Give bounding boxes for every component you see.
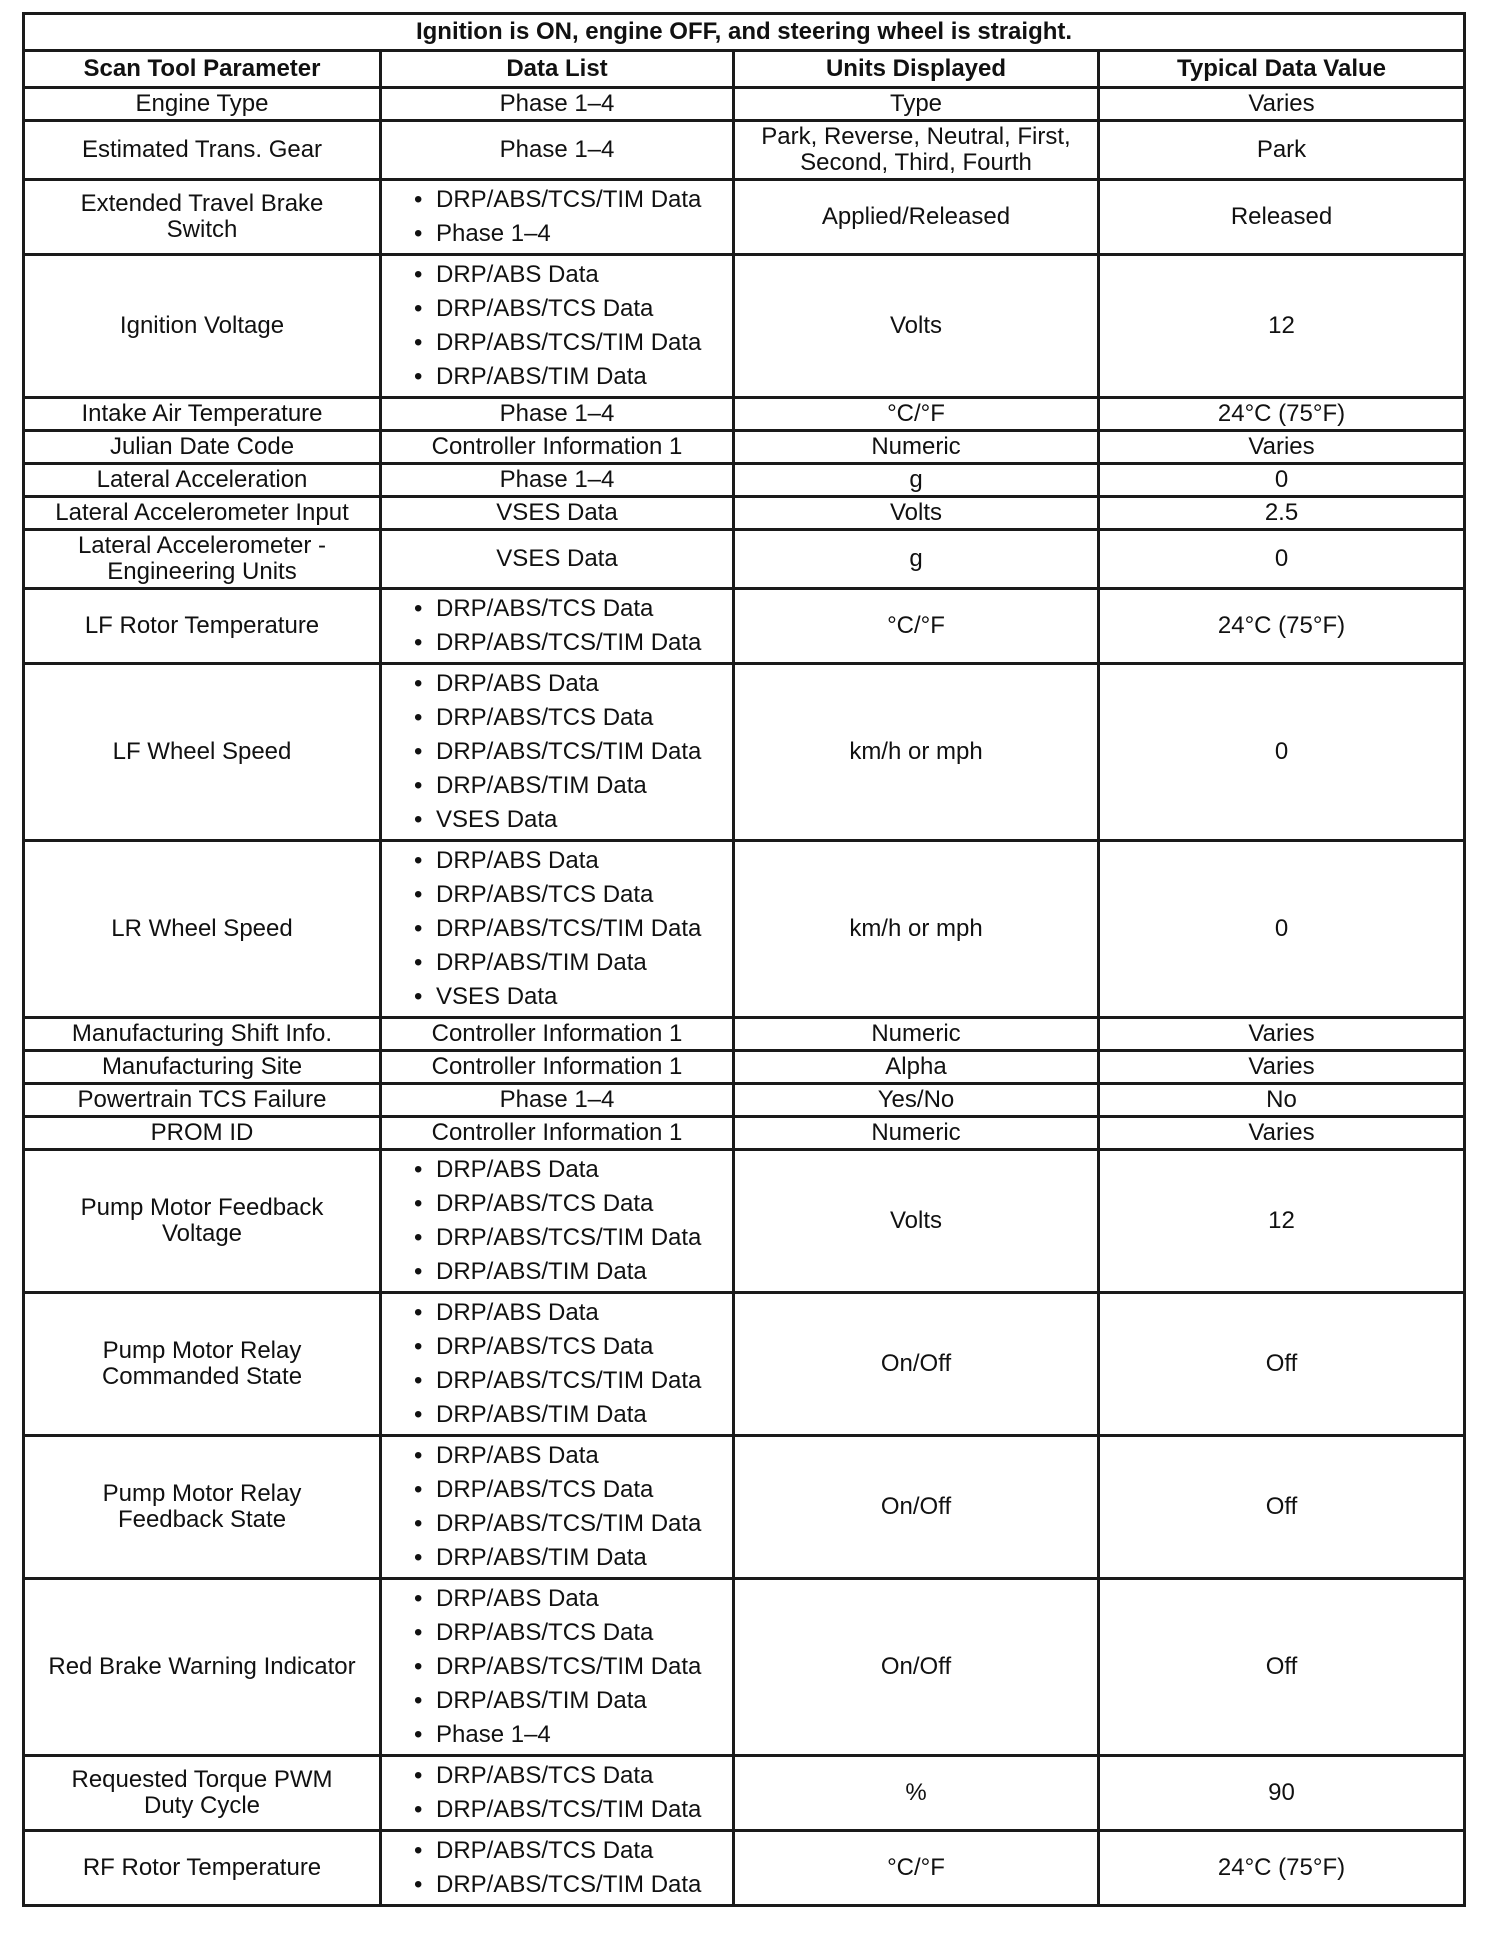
cell-units [734,121,1099,180]
cell-data-list [381,180,734,255]
cell-typical-value: 24°C (75°F) [1099,589,1465,664]
cell-parameter [24,841,381,1018]
cell-typical-value: Park [1099,121,1465,180]
parameter-line: Feedback State [117,1506,287,1533]
parameter-line: Requested Torque PWM [71,1766,333,1793]
table-row [24,121,1465,180]
data-list-bullets [410,1834,726,1902]
units-line: Type [889,90,943,117]
table-row [24,664,1465,841]
data-list-item: • DRP/ABS/TCS/TIM Data [410,1868,726,1902]
cell-units [734,589,1099,664]
cell-typical-value: 2.5 [1099,497,1465,530]
cell-units [734,180,1099,255]
table-row [24,255,1465,398]
units-line: g [909,466,923,493]
cell-units [734,1117,1099,1150]
table-row [24,1293,1465,1436]
units-line: Applied/Released [821,203,1011,230]
cell-data-list [381,1117,734,1150]
data-list-bullets [410,258,726,394]
cell-data-list [381,431,734,464]
cell-typical-value: Varies [1099,1117,1465,1150]
data-list-item: • DRP/ABS/TCS/TIM Data [410,1364,726,1398]
parameter-line: RF Rotor Temperature [82,1854,322,1881]
cell-parameter [24,1018,381,1051]
cell-data-list [381,1756,734,1831]
units-line: km/h or mph [849,738,983,765]
cell-units [734,431,1099,464]
parameter-line: Estimated Trans. Gear [81,136,323,163]
parameter-line: Pump Motor Relay [102,1480,302,1507]
table-row [24,841,1465,1018]
cell-parameter [24,1579,381,1756]
units-line: Volts [889,312,943,339]
data-list-line: Phase 1–4 [499,1086,615,1113]
cell-typical-value: 0 [1099,664,1465,841]
cell-units [734,841,1099,1018]
cell-parameter [24,1436,381,1579]
units-line: Second, Third, Fourth [800,149,1032,176]
cell-typical-value: 12 [1099,255,1465,398]
units-line: % [905,1779,927,1806]
data-list-item: • DRP/ABS/TCS/TIM Data [410,183,726,217]
parameter-line: Voltage [161,1220,243,1247]
parameter-line: Duty Cycle [143,1792,261,1819]
cell-units [734,1831,1099,1906]
data-list-item: • DRP/ABS Data [410,667,726,701]
data-list-item: • Phase 1–4 [410,217,726,251]
cell-typical-value: 0 [1099,841,1465,1018]
data-list-item: • DRP/ABS Data [410,1439,726,1473]
table-row [24,88,1465,121]
units-line: Volts [889,499,943,526]
cell-parameter [24,88,381,121]
cell-parameter [24,1831,381,1906]
data-list-item: • DRP/ABS/TCS Data [410,878,726,912]
data-list-bullets [410,1153,726,1289]
cell-units [734,1579,1099,1756]
data-list-item: • DRP/ABS/TCS/TIM Data [410,326,726,360]
parameter-line: Lateral Acceleration [96,466,308,493]
units-line: Numeric [871,1119,961,1146]
table-row [24,589,1465,664]
data-list-item: • VSES Data [410,803,726,837]
data-list-item: • DRP/ABS/TCS/TIM Data [410,1793,726,1827]
parameter-line: Intake Air Temperature [81,400,323,427]
cell-typical-value: No [1099,1084,1465,1117]
table-row [24,1756,1465,1831]
table-row [24,1051,1465,1084]
cell-units [734,1293,1099,1436]
cell-data-list [381,589,734,664]
cell-data-list [381,1436,734,1579]
cell-typical-value: Varies [1099,431,1465,464]
cell-parameter [24,255,381,398]
data-list-line: Phase 1–4 [499,466,615,493]
cell-data-list [381,464,734,497]
cell-units [734,1018,1099,1051]
cell-units [734,1756,1099,1831]
data-list-bullets [410,844,726,1014]
data-list-line: VSES Data [496,499,618,526]
data-list-item: • DRP/ABS/TCS Data [410,1759,726,1793]
table-banner-row [24,14,1465,51]
data-list-item: • DRP/ABS/TCS Data [410,1187,726,1221]
cell-units [734,497,1099,530]
parameter-line: Lateral Accelerometer - [77,532,327,559]
cell-units [734,664,1099,841]
cell-typical-value: 12 [1099,1150,1465,1293]
cell-typical-value: 24°C (75°F) [1099,1831,1465,1906]
cell-typical-value: Varies [1099,1051,1465,1084]
parameter-line: PROM ID [150,1119,254,1146]
cell-data-list [381,1293,734,1436]
cell-data-list [381,841,734,1018]
cell-data-list [381,1831,734,1906]
cell-units [734,1051,1099,1084]
data-list-bullets [410,592,726,660]
cell-parameter [24,121,381,180]
cell-typical-value: 90 [1099,1756,1465,1831]
column-header-units: Units Displayed [734,51,1099,88]
parameter-line: Lateral Accelerometer Input [55,499,349,526]
cell-data-list [381,497,734,530]
cell-units [734,255,1099,398]
data-list-item: • DRP/ABS/TCS/TIM Data [410,912,726,946]
table-row [24,1579,1465,1756]
cell-typical-value: Released [1099,180,1465,255]
table-row [24,497,1465,530]
data-list-item: • DRP/ABS/TIM Data [410,769,726,803]
units-line: Alpha [885,1053,947,1080]
table-row [24,1117,1465,1150]
cell-parameter [24,530,381,589]
data-list-bullets [410,1582,726,1752]
units-line: On/Off [880,1653,952,1680]
cell-typical-value: Off [1099,1436,1465,1579]
data-list-item: • DRP/ABS/TCS Data [410,701,726,735]
parameter-line: Engineering Units [107,558,297,585]
scan-tool-data-table-container [22,12,1463,1907]
data-list-item: • DRP/ABS Data [410,258,726,292]
data-list-item: • DRP/ABS/TCS/TIM Data [410,1221,726,1255]
cell-typical-value: Off [1099,1579,1465,1756]
cell-units [734,1150,1099,1293]
cell-data-list [381,1150,734,1293]
table-row [24,398,1465,431]
data-list-line: Phase 1–4 [499,136,615,163]
units-line: Numeric [871,1020,961,1047]
column-header-parameter: Scan Tool Parameter [24,51,381,88]
data-list-line: Phase 1–4 [499,90,615,117]
cell-parameter [24,664,381,841]
scan-tool-data-table [22,12,1466,1907]
cell-data-list [381,530,734,589]
data-list-item: • DRP/ABS/TIM Data [410,946,726,980]
cell-parameter [24,398,381,431]
cell-parameter [24,1293,381,1436]
data-list-bullets [410,1759,726,1827]
cell-data-list [381,1051,734,1084]
cell-parameter [24,497,381,530]
parameter-line: LF Rotor Temperature [84,612,320,639]
data-list-item: • DRP/ABS/TCS/TIM Data [410,1650,726,1684]
units-line: km/h or mph [849,915,983,942]
data-list-item: • DRP/ABS/TCS Data [410,292,726,326]
parameter-line: Extended Travel Brake [80,190,324,217]
cell-typical-value: 24°C (75°F) [1099,398,1465,431]
parameter-line: LF Wheel Speed [112,738,292,765]
data-list-item: • Phase 1–4 [410,1718,726,1752]
parameter-line: Switch [166,216,238,243]
data-list-bullets [410,1296,726,1432]
table-banner: Ignition is ON, engine OFF, and steering wheel is straight. [24,14,1465,51]
parameter-line: Engine Type [135,90,269,117]
table-row [24,1436,1465,1579]
data-list-item: • DRP/ABS/TIM Data [410,1684,726,1718]
data-list-item: • DRP/ABS/TCS Data [410,1834,726,1868]
units-line: On/Off [880,1350,952,1377]
cell-units [734,88,1099,121]
table-row [24,530,1465,589]
table-row [24,1018,1465,1051]
column-header-data-list: Data List [381,51,734,88]
cell-typical-value: Varies [1099,1018,1465,1051]
cell-parameter [24,180,381,255]
parameter-line: Commanded State [101,1363,303,1390]
units-line: Park, Reverse, Neutral, First, [761,123,1071,150]
cell-units [734,1084,1099,1117]
data-list-line: Controller Information 1 [431,1020,683,1047]
data-list-item: • DRP/ABS/TIM Data [410,1255,726,1289]
cell-typical-value: Varies [1099,88,1465,121]
parameter-line: LR Wheel Speed [111,915,293,942]
cell-parameter [24,1084,381,1117]
units-line: °C/°F [887,400,945,427]
units-line: On/Off [880,1493,952,1520]
data-list-item: • DRP/ABS/TCS/TIM Data [410,1507,726,1541]
cell-parameter [24,1150,381,1293]
parameter-line: Ignition Voltage [119,312,285,339]
data-list-item: • DRP/ABS/TCS Data [410,1473,726,1507]
cell-parameter [24,1051,381,1084]
data-list-item: • DRP/ABS Data [410,1153,726,1187]
cell-typical-value: 0 [1099,530,1465,589]
column-header-row [24,51,1465,88]
cell-data-list [381,398,734,431]
data-list-bullets [410,667,726,837]
table-row [24,1831,1465,1906]
parameter-line: Pump Motor Feedback [80,1194,324,1221]
parameter-line: Julian Date Code [109,433,295,460]
units-line: Volts [889,1207,943,1234]
cell-data-list [381,664,734,841]
data-list-item: • DRP/ABS Data [410,1296,726,1330]
data-list-line: Controller Information 1 [431,433,683,460]
data-list-item: • DRP/ABS/TCS Data [410,592,726,626]
data-list-line: Phase 1–4 [499,400,615,427]
cell-units [734,530,1099,589]
data-list-item: • DRP/ABS/TCS/TIM Data [410,626,726,660]
table-row [24,431,1465,464]
data-list-item: • DRP/ABS/TIM Data [410,1398,726,1432]
cell-units [734,398,1099,431]
units-line: g [909,545,923,572]
cell-parameter [24,464,381,497]
cell-typical-value: 0 [1099,464,1465,497]
data-list-item: • DRP/ABS/TCS Data [410,1330,726,1364]
data-list-line: VSES Data [496,545,618,572]
data-list-bullets [410,183,726,251]
data-list-item: • DRP/ABS/TIM Data [410,360,726,394]
cell-typical-value: Off [1099,1293,1465,1436]
cell-units [734,1436,1099,1579]
cell-data-list [381,88,734,121]
data-list-item: • DRP/ABS/TCS Data [410,1616,726,1650]
cell-parameter [24,1756,381,1831]
units-line: Numeric [871,433,961,460]
table-row [24,180,1465,255]
data-list-line: Controller Information 1 [431,1053,683,1080]
data-list-item: • VSES Data [410,980,726,1014]
cell-parameter [24,431,381,464]
parameter-line: Red Brake Warning Indicator [48,1653,356,1680]
table-body [24,88,1465,1906]
table-row [24,464,1465,497]
column-header-typical-value: Typical Data Value [1099,51,1465,88]
data-list-line: Controller Information 1 [431,1119,683,1146]
cell-data-list [381,1579,734,1756]
cell-data-list [381,255,734,398]
cell-units [734,464,1099,497]
table-row [24,1084,1465,1117]
parameter-line: Pump Motor Relay [102,1337,302,1364]
data-list-item: • DRP/ABS Data [410,844,726,878]
data-list-item: • DRP/ABS/TCS/TIM Data [410,735,726,769]
cell-data-list [381,121,734,180]
parameter-line: Manufacturing Shift Info. [71,1020,333,1047]
table-row [24,1150,1465,1293]
data-list-bullets [410,1439,726,1575]
units-line: °C/°F [887,612,945,639]
cell-data-list [381,1084,734,1117]
parameter-line: Powertrain TCS Failure [77,1086,327,1113]
parameter-line: Manufacturing Site [101,1053,303,1080]
units-line: °C/°F [887,1854,945,1881]
units-line: Yes/No [877,1086,955,1113]
data-list-item: • DRP/ABS Data [410,1582,726,1616]
data-list-item: • DRP/ABS/TIM Data [410,1541,726,1575]
cell-parameter [24,589,381,664]
cell-data-list [381,1018,734,1051]
cell-parameter [24,1117,381,1150]
